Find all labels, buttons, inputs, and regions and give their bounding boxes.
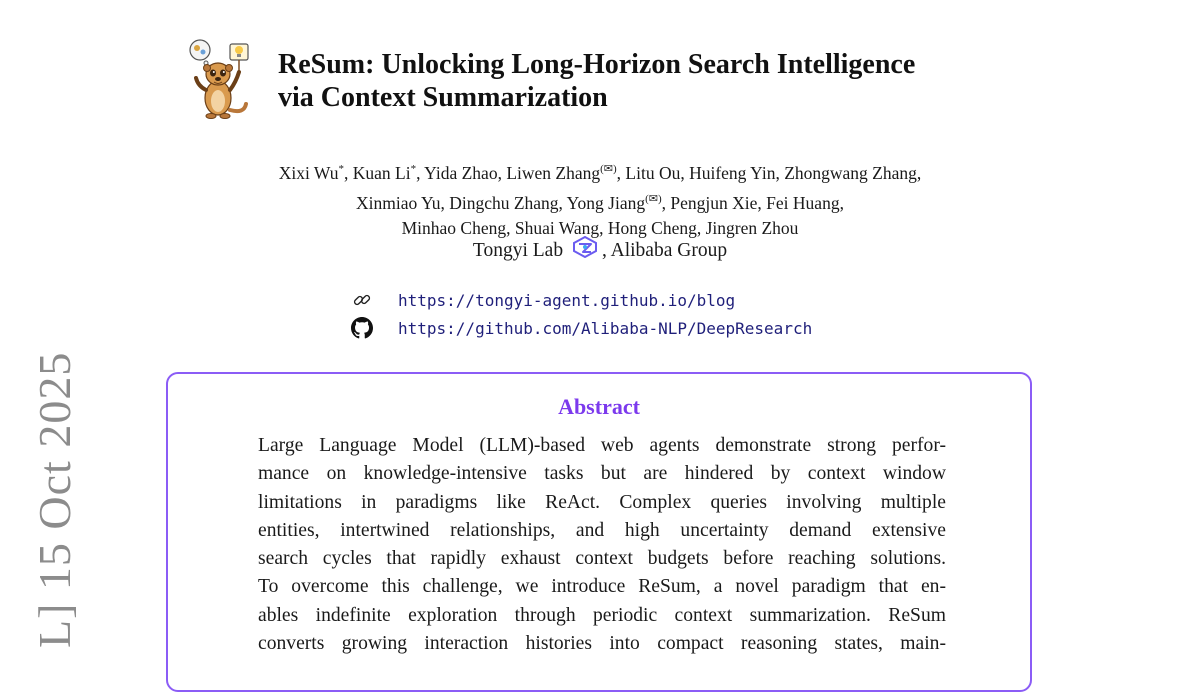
abstract-line: ables indefinite exploration through periodic context summarization. ReSum (258, 604, 946, 626)
author-names: Xinmiao Yu, Dingchu Zhang, Yong Jiang (356, 192, 646, 213)
abstract-heading: Abstract (558, 394, 640, 419)
abstract-line: limitations in paradigms like ReAct. Complex queries involving multiple (258, 491, 946, 513)
abstract-line: entities, intertwined relationships, and high uncertainty demand extensive (258, 519, 946, 541)
github-icon (350, 317, 374, 339)
author-line (200, 187, 1000, 217)
paper-title-line: ReSum: Unlocking Long-Horizon Search Intelligence (278, 49, 916, 80)
author-name: Xixi Wu (278, 163, 339, 183)
author-names: , Yida Zhao, Liwen Zhang (416, 163, 601, 183)
author-list (200, 157, 1000, 242)
abstract-line: mance on knowledge-intensive tasks but are hindered by context window (258, 463, 946, 485)
link-icon (350, 289, 374, 311)
equal-contribution-mark: * (338, 163, 344, 175)
tongyi-logo-icon (572, 236, 598, 258)
author-line (200, 157, 1000, 187)
abstract-box (166, 372, 1032, 692)
author-name: , Kuan Li (343, 163, 411, 183)
corresponding-author-mail-icon: (✉) (600, 163, 617, 175)
arxiv-side-stamp: L] 15 Oct 2025 (29, 351, 80, 648)
paper-title-line: via Context Summarization (278, 82, 608, 113)
paper-title (278, 48, 915, 114)
github-url-link[interactable]: https://github.com/Alibaba-NLP/DeepResearch (398, 318, 813, 338)
github-link-row (350, 314, 812, 342)
author-names: , Litu Ou, Huifeng Yin, Zhongwang Zhang, (616, 163, 922, 183)
abstract-line: To overcome this challenge, we introduce ReSum, a novel paradigm that en- (258, 576, 946, 598)
affiliation (200, 236, 1000, 265)
author-line: Minhao Cheng, Shuai Wang, Hong Cheng, Jingren Zhou (401, 218, 799, 238)
blog-url-link[interactable]: https://tongyi-agent.github.io/blog (398, 290, 736, 310)
abstract-line: converts growing interaction histories into compact reasoning states, main- (258, 633, 946, 655)
resource-links (350, 286, 812, 342)
mascot-logo (184, 38, 256, 122)
abstract-line: Large Language Model (LLM)-based web agents demonstrate strong perfor- (258, 435, 946, 456)
affiliation-lab: Tongyi Lab (472, 240, 564, 261)
meerkat-mascot-icon (184, 38, 256, 122)
equal-contribution-mark: * (410, 163, 417, 175)
corresponding-author-mail-icon: (✉) (645, 192, 662, 205)
abstract-body (258, 432, 946, 658)
blog-link-row (350, 286, 812, 314)
abstract-line: search cycles that rapidly exhaust context budgets before reaching solutions. (258, 548, 946, 570)
affiliation-org: , Alibaba Group (601, 240, 728, 261)
author-names: , Pengjun Xie, Fei Huang, (661, 192, 844, 213)
